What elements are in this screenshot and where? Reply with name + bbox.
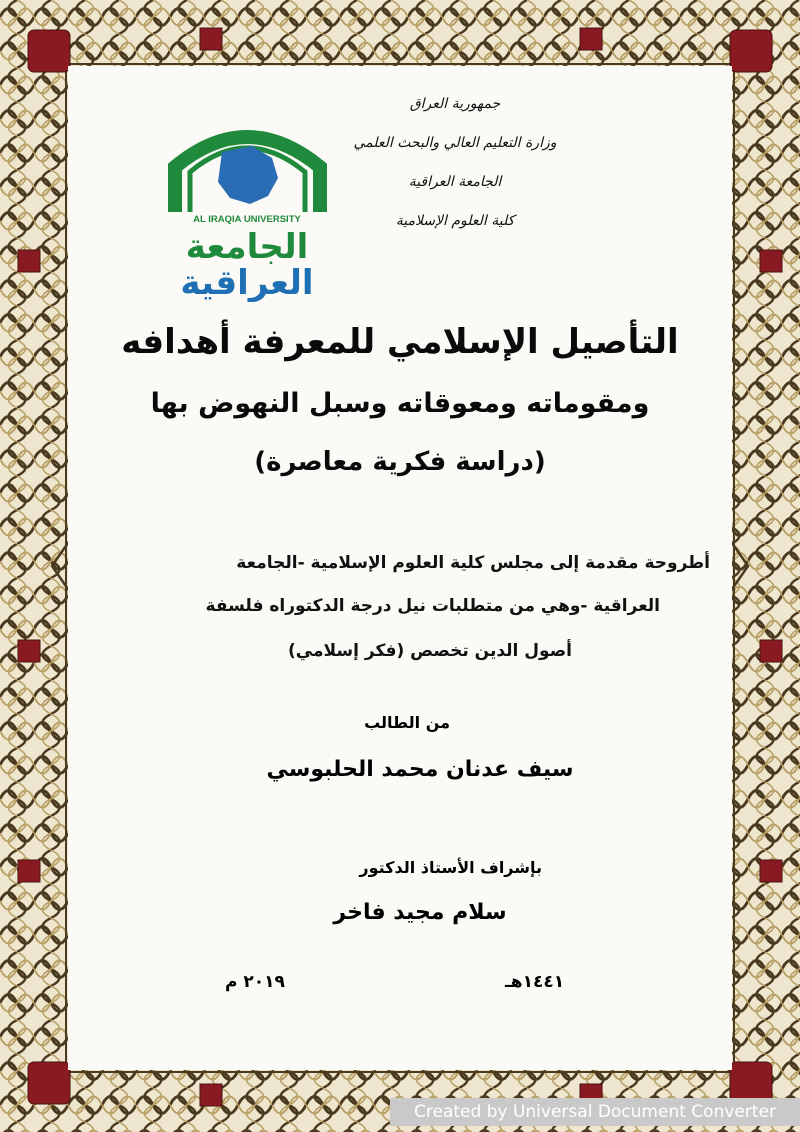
thesis-title-line2: ومقوماته ومعوقاته وسبل النهوض بها xyxy=(150,388,650,419)
logo-english-text: AL IRAQIA UNIVERSITY xyxy=(193,214,301,225)
university-name: الجامعة العراقية xyxy=(408,174,502,190)
student-name: سيف عدنان محمد الحلبوسي xyxy=(266,757,574,782)
description-line2: العراقية -وهي من متطلبات نيل درجة الدكتوراه فلسفة xyxy=(205,596,660,616)
thesis-title-line1: التأصيل الإسلامي للمعرفة أهدافه xyxy=(121,322,679,362)
college-name: كلية العلوم الإسلامية xyxy=(395,213,515,229)
thesis-title-line3: (دراسة فكرية معاصرة) xyxy=(254,447,546,477)
student-label: من الطالب xyxy=(364,713,450,732)
description-line3: أصول الدين تخصص (فكر إسلامي) xyxy=(288,641,572,661)
description-line1: أطروحة مقدمة إلى مجلس كلية العلوم الإسلامية -الجامعة xyxy=(236,553,710,573)
logo-arabic-line1: الجامعة xyxy=(185,227,309,267)
converter-watermark: Created by Universal Document Converter xyxy=(390,1098,800,1126)
ministry-name: وزارة التعليم العالي والبحث العلمي xyxy=(353,135,557,151)
gregorian-date: ٢٠١٩ م xyxy=(225,972,285,992)
iraq-map-icon xyxy=(218,146,278,204)
university-logo xyxy=(160,112,335,302)
logo-arabic-line2: العراقية xyxy=(180,263,314,302)
institution-header xyxy=(340,95,570,251)
country-name: جمهورية العراق xyxy=(409,96,501,112)
supervisor-label: بإشراف الأستاذ الدكتور xyxy=(359,858,542,877)
supervisor-name: سلام مجيد فاخر xyxy=(333,900,507,925)
hijri-date: ١٤٤١هـ xyxy=(505,972,565,992)
